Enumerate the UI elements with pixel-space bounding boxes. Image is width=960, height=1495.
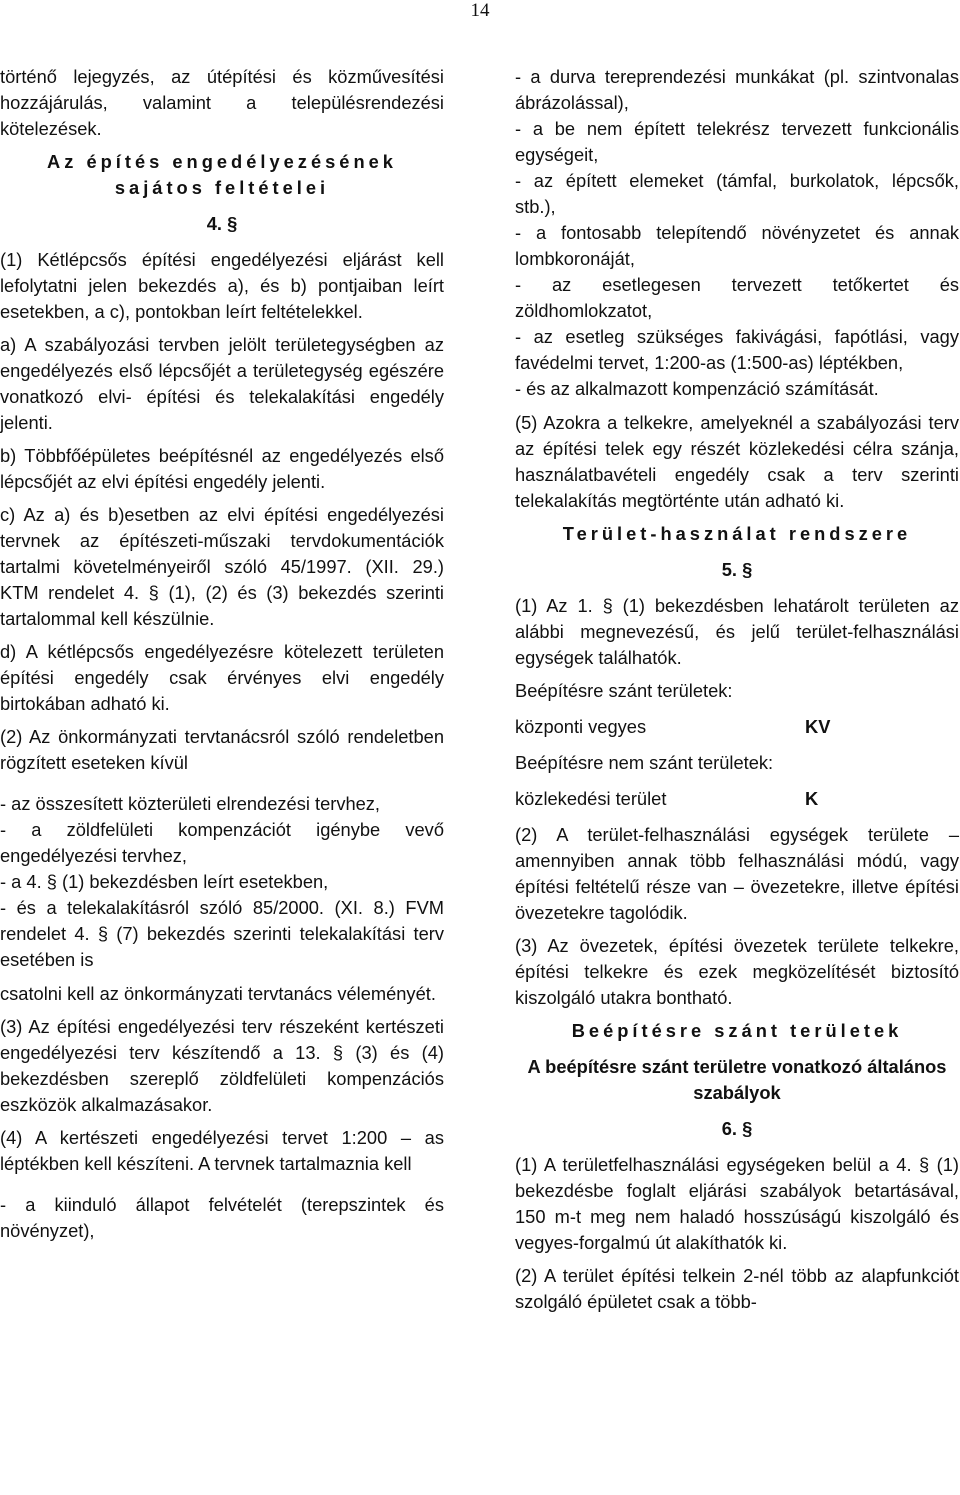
section-heading-land-use: Terület-használat rendszere: [562, 523, 912, 544]
list-item: - az esetleg szükséges fakivágási, fapótlási, vagy favédelmi tervet, 1:200-as (1:500-as) léptékben,: [515, 326, 959, 373]
section-heading-built-areas: Beépítésre szánt területek: [571, 1020, 903, 1041]
zone-name: központi vegyes: [515, 716, 647, 737]
built-areas-label: Beépítésre szánt területek:: [515, 680, 733, 701]
list-item: - az esetlegesen tervezett tetőkertet és zöldhomlokzatot,: [515, 274, 959, 321]
list-item: - az összesített közterületi elrendezési tervhez,: [0, 793, 381, 814]
list-item: - az épített elemeket (támfal, burkolatok, lépcsők, stb.),: [515, 170, 959, 217]
list-item: - a kiinduló állapot felvételét (terepszintek és növényzet),: [0, 1194, 444, 1241]
spacer: [0, 973, 444, 981]
zone-row-kv: [515, 714, 959, 740]
subheading-general-rules: A beépítésre szánt területre vonatkozó általános szabályok: [527, 1056, 947, 1103]
paragraph-4: (4) A kertészeti engedélyezési tervet 1:200 – as léptékben kell készíteni. A tervnek tartalmaznia kell: [0, 1127, 444, 1174]
paragraph-2-end: csatolni kell az önkormányzati tervtanács véleményét.: [0, 983, 436, 1004]
section-6-paragraph-2: (2) A terület építési telkein 2-nél több az alapfunkciót szolgáló épületet csak a több-: [515, 1265, 959, 1312]
left-column: [0, 64, 444, 1244]
spacer: [515, 402, 959, 410]
unbuilt-areas-label: Beépítésre nem szánt területek:: [515, 752, 774, 773]
list-item: - a fontosabb telepítendő növényzetet és annak lombkoronáját,: [515, 222, 959, 269]
right-column: [515, 64, 959, 1322]
zone-name: közlekedési terület: [515, 788, 667, 809]
section-5-paragraph-1: (1) Az 1. § (1) bekezdésben lehatárolt területen az alábbi megnevezésű, és jelű terület-felhasználási egységek találhatók.: [515, 595, 959, 668]
paragraph-2: (2) Az önkormányzati tervtanácsról szóló rendeletben rögzített eseteken kívül: [0, 726, 444, 773]
section-heading-permits: Az építés engedélyezésének sajátos feltételei: [47, 151, 397, 198]
list-item: - a zöldfelületi kompenzációt igénybe vevő engedélyezési tervhez,: [0, 819, 444, 866]
section-number-4: 4. §: [206, 213, 238, 234]
list-item: - a be nem épített telekrész tervezett funkcionális egységeit,: [515, 118, 959, 165]
paragraph-1: (1) Kétlépcsős építési engedélyezési eljárást kell lefolytatni jelen bekezdés a), és b) pontjaiban leírt esetekben, a c), pontokban leírt feltételekkel.: [0, 249, 444, 322]
intro-paragraph: történő lejegyzés, az útépítési és közművesítési hozzájárulás, valamint a településrendezési kötelezések.: [0, 66, 444, 139]
list-item: - a durva tereprendezési munkákat (pl. szintvonalas ábrázolással),: [515, 66, 959, 113]
paragraph-1c: c) Az a) és b)esetben az elvi építési engedélyezési tervnek az építészeti-műszaki tervdokumentációk tartalmi követelményeiről szóló 45/1997. (XII. 29.) KTM rendelet 4. § (1), (2) és (3) bekezdés szerinti tartalommal kell készülnie.: [0, 504, 444, 629]
list-item: - és a telekalakításról szóló 85/2000. (XI. 8.) FVM rendelet 4. § (7) bekezdés szerinti telekalakítási terv esetében is: [0, 897, 444, 970]
paragraph-1a: a) A szabályozási tervben jelölt területegységben az engedélyezés első lépcsőjét a területegység egészére vonatkozó elvi- építési és telekalakítási engedély jelenti.: [0, 334, 444, 433]
zone-code: KV: [805, 716, 831, 737]
list-item: - a 4. § (1) bekezdésben leírt esetekben,: [0, 871, 329, 892]
section-number-5: 5. §: [721, 559, 753, 580]
zone-code: K: [805, 788, 819, 809]
page-number: 14: [470, 0, 490, 21]
paragraph-3: (3) Az építési engedélyezési terv részeként kertészeti engedélyezési terv készítendő a 13. § (3) és (4) bekezdésben szereplő zöldfelületi kompenzációs eszközök alkalmazásakor.: [0, 1016, 444, 1115]
paragraph-1d: d) A kétlépcsős engedélyezésre kötelezett területen építési engedély csak érvényes elvi engedély birtokában adható ki.: [0, 641, 444, 714]
spacer: [0, 1184, 444, 1192]
section-6-paragraph-1: (1) A területfelhasználási egységeken belül a 4. § (1) bekezdésbe foglalt eljárási szabályok betartásával, 150 m-t meg nem haladó hosszúságú kiszolgáló és vegyes-forgalmú út alakíthatók ki.: [515, 1154, 959, 1253]
paragraph-5: (5) Azokra a telkekre, amelyeknél a szabályozási terv az építési telek egy részét közlekedési célra szánja, használatbavételi engedély csak a terv szerinti telekalakítás megtörténte után adható ki.: [515, 412, 959, 511]
list-item: - és az alkalmazott kompenzáció számítását.: [515, 378, 879, 399]
spacer: [0, 783, 444, 791]
zone-row-k: [515, 786, 959, 812]
paragraph-1b: b) Többfőépületes beépítésnél az engedélyezés első lépcsőjét az elvi építési engedély jelenti.: [0, 445, 444, 492]
section-5-paragraph-2: (2) A terület-felhasználási egységek területe – amennyiben annak több felhasználási módú, vagy építési feltételű része van – övezetekre, illetve építési övezetekre tagolódik.: [515, 824, 959, 923]
section-number-6: 6. §: [721, 1118, 753, 1139]
section-5-paragraph-3: (3) Az övezetek, építési övezetek területe telkekre, építési telkekre és ezek megközelítését biztosító kiszolgáló utakra bontható.: [515, 935, 959, 1008]
